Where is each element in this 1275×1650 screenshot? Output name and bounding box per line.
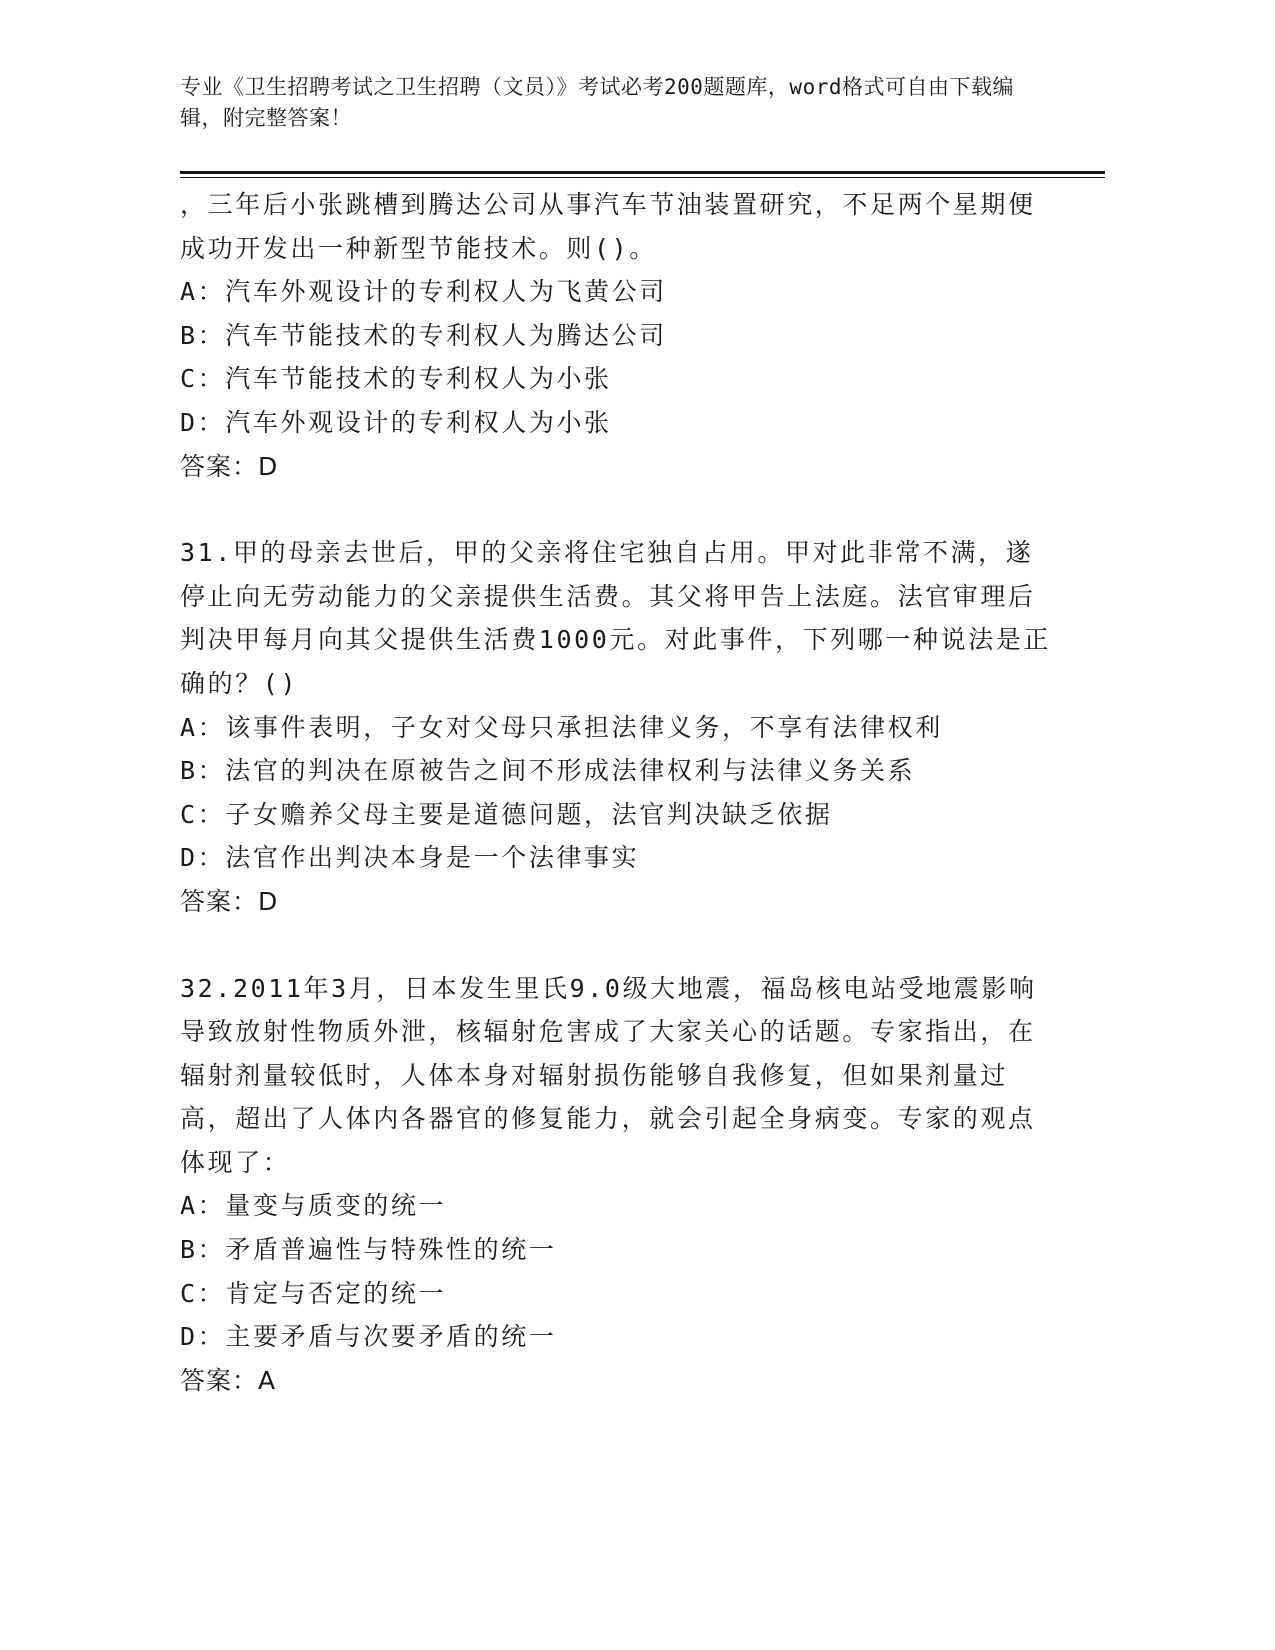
document-header: 专业《卫生招聘考试之卫生招聘（文员）》考试必考200题题库，word格式可自由下载编辑，附完整答案！	[180, 75, 1014, 130]
option-b: B：矛盾普遍性与特殊性的统一	[180, 1235, 557, 1265]
option-c: C：肯定与否定的统一	[180, 1278, 447, 1308]
answer-line: 答案：D	[180, 451, 279, 481]
question-stem: 32.2011年3月，日本发生里氏9.0级大地震，福岛核电站受地震影响导致放射性物质外泄，核辐射危害成了大家关心的话题。专家指出，在辐射剂量较低时，人体本身对辐射损伤能够自我修复，但如果剂量过高，超出了人体内各器官的修复能力，就会引起全身病变。专家的观点体现了：	[180, 973, 1037, 1177]
header-divider-thick	[180, 171, 1105, 174]
option-a: A：该事件表明，子女对父母只承担法律义务，不享有法律权利	[180, 712, 943, 742]
option-a: A：汽车外观设计的专利权人为飞黄公司	[180, 277, 667, 307]
question-stem: ，三年后小张跳槽到腾达公司从事汽车节油装置研究，不足两个星期便成功开发出一种新型节能技术。则()。	[180, 190, 1036, 263]
header-divider-thin	[180, 177, 1105, 178]
option-b: B：法官的判决在原被告之间不形成法律权利与法律义务关系	[180, 756, 916, 786]
option-d: D：汽车外观设计的专利权人为小张	[180, 407, 612, 437]
option-b: B：汽车节能技术的专利权人为腾达公司	[180, 320, 667, 350]
question-stem: 31.甲的母亲去世后，甲的父亲将住宅独自占用。甲对此非常不满，遂停止向无劳动能力的父亲提供生活费。其父将甲告上法庭。法官审理后判决甲每月向其父提供生活费1000元。对此事件，下列哪一种说法是正确的？()	[180, 538, 1052, 698]
option-d: D：法官作出判决本身是一个法律事实	[180, 843, 640, 873]
option-c: C：汽车节能技术的专利权人为小张	[180, 364, 612, 394]
option-a: A：量变与质变的统一	[180, 1191, 447, 1221]
option-d: D：主要矛盾与次要矛盾的统一	[180, 1322, 557, 1352]
option-c: C：子女赡养父母主要是道德问题，法官判决缺乏依据	[180, 799, 833, 829]
document-body	[180, 183, 1060, 1402]
answer-line: 答案：D	[180, 886, 279, 916]
question-continuation	[180, 183, 1060, 488]
question-31	[180, 531, 1060, 923]
question-32	[180, 967, 1060, 1403]
answer-line: 答案：A	[180, 1365, 277, 1395]
